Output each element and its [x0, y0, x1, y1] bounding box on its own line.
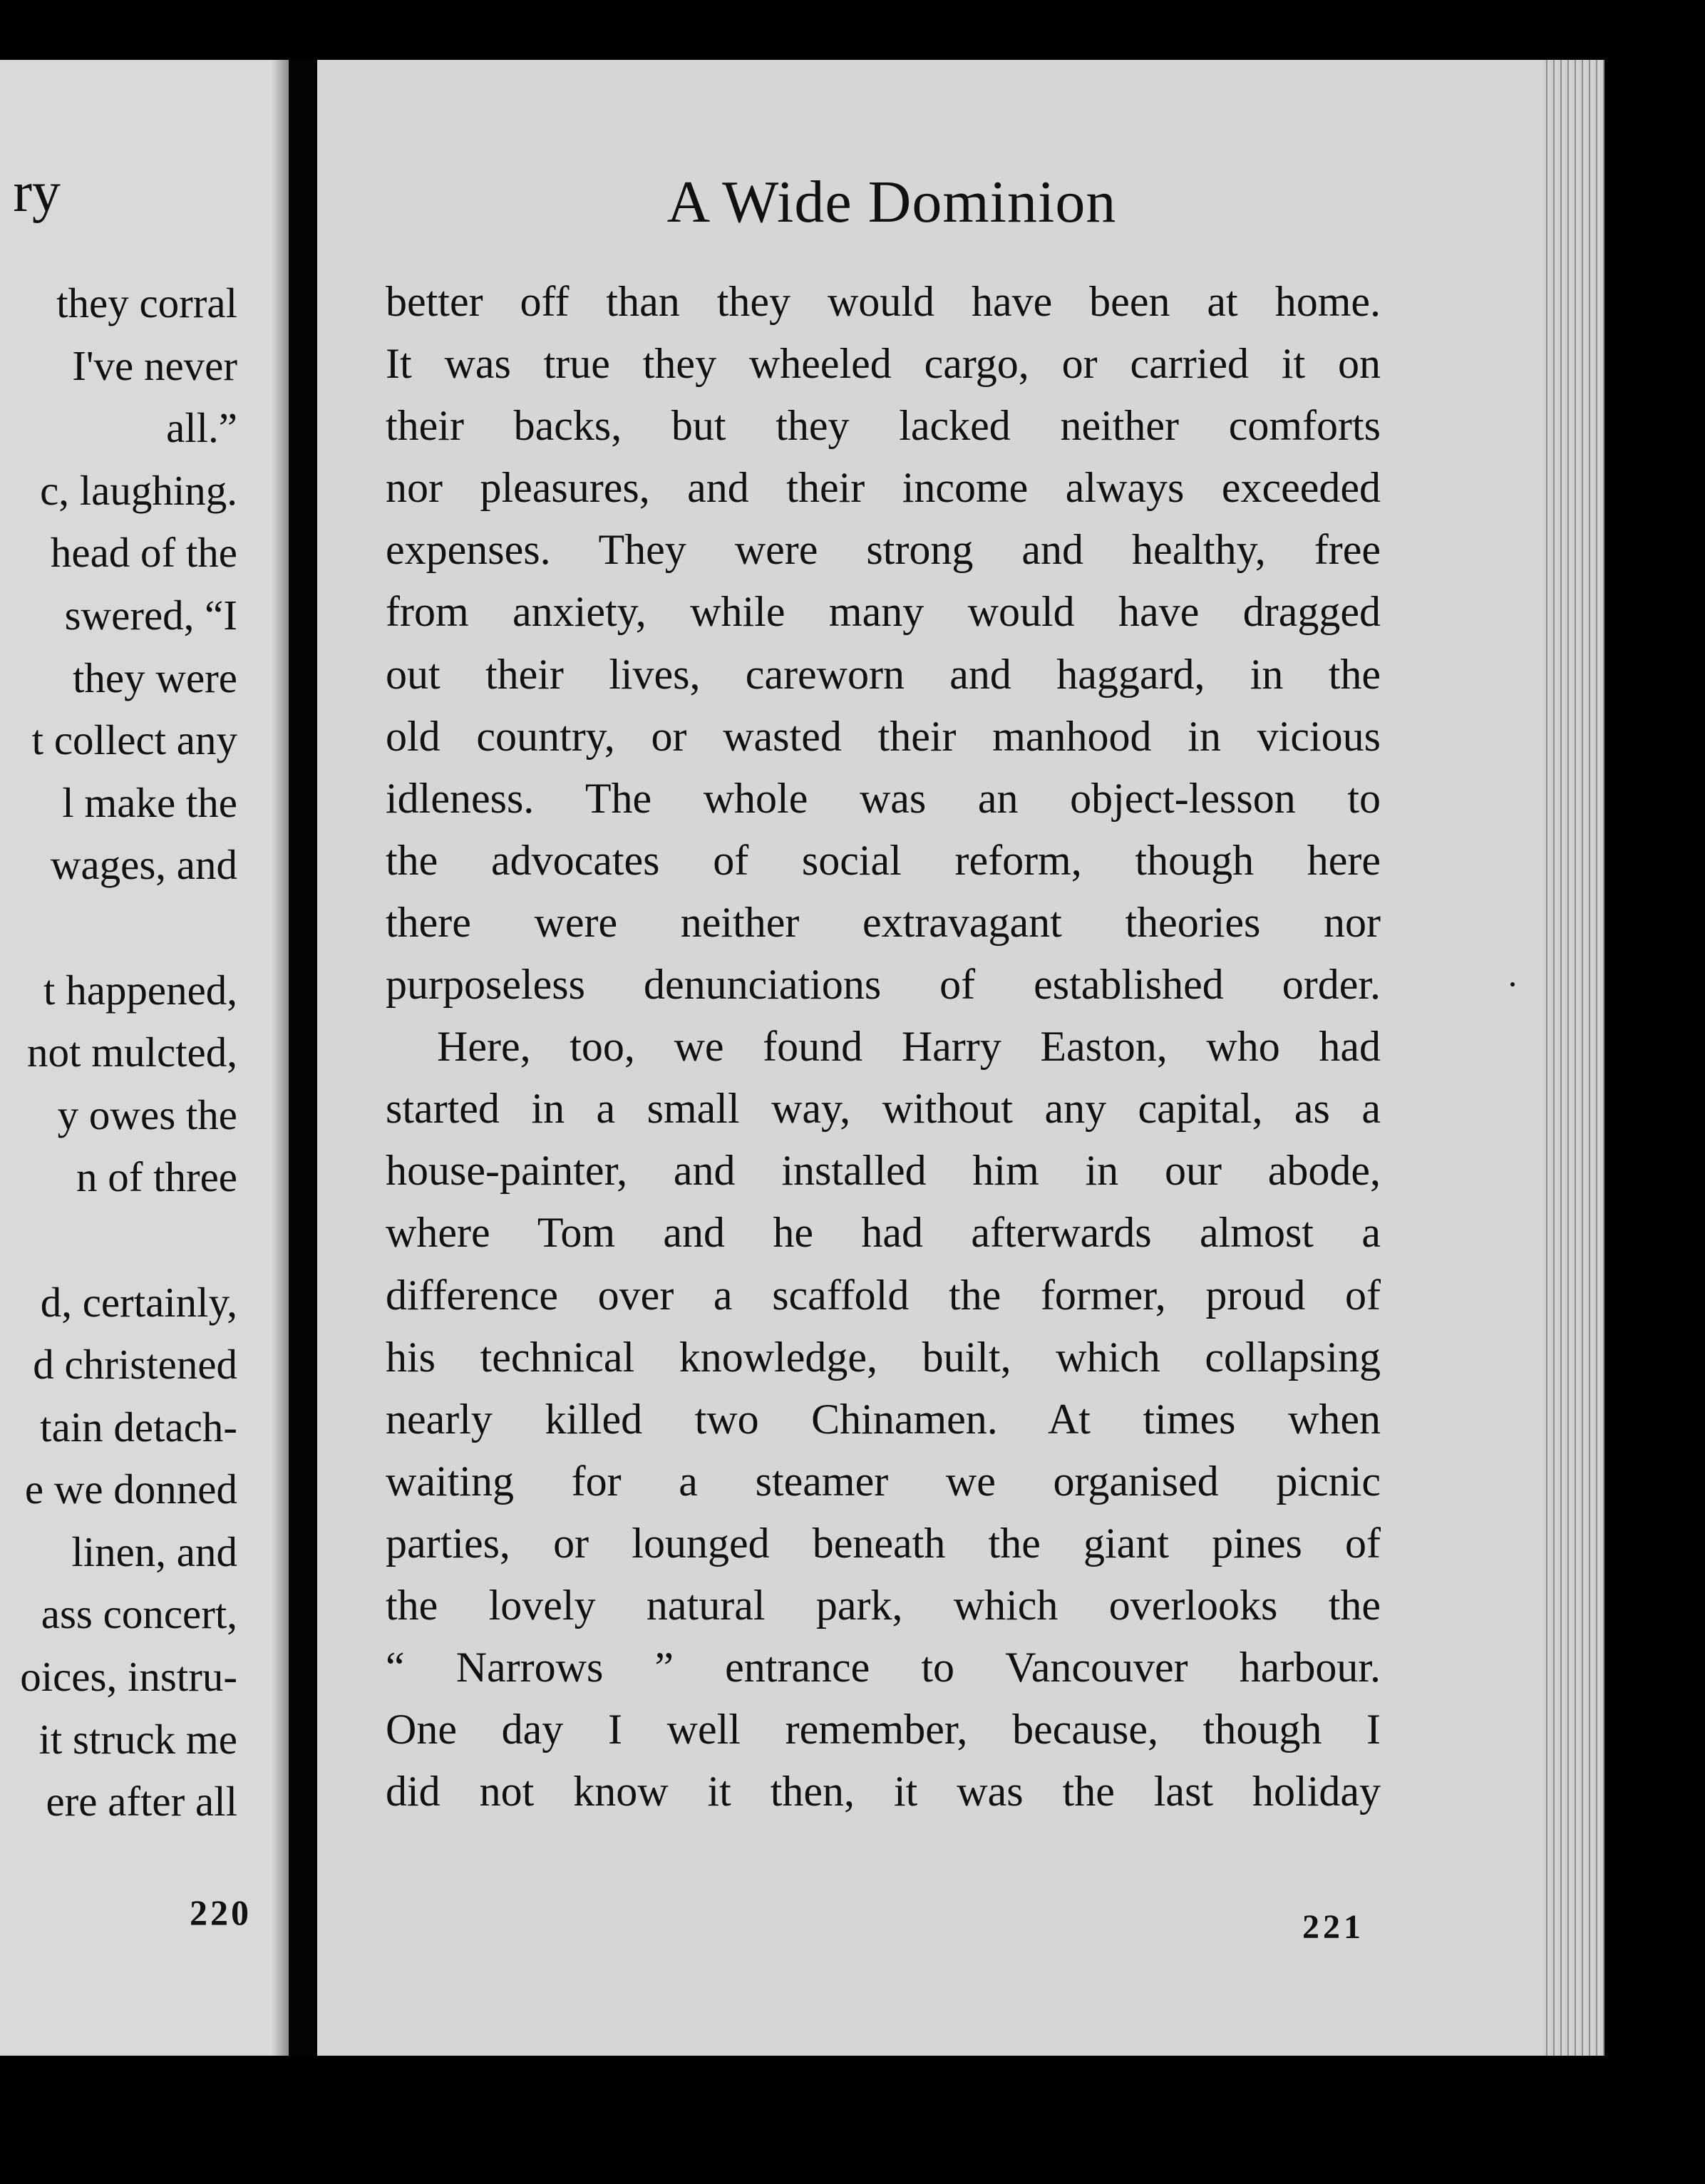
text-line: waiting for a steamer we organised picnic — [386, 1457, 1381, 1505]
text-line: the advocates of social reform, though here — [386, 836, 1381, 884]
left-text-line: c, laughing. — [40, 466, 237, 514]
left-text-line: they were — [73, 654, 237, 701]
ink-speck — [1510, 982, 1515, 987]
left-text-line: d christened — [33, 1341, 237, 1389]
text-line: Here, too, we found Harry Easton, who had — [437, 1023, 1381, 1071]
page-number: 221 — [1302, 1908, 1364, 1946]
left-text-line: oices, instru- — [20, 1653, 237, 1701]
left-gutter-shadow — [272, 60, 289, 2056]
left-text-line: I've never — [72, 341, 237, 389]
right-page — [317, 60, 1604, 2056]
left-page-text — [0, 272, 237, 1833]
left-text-line: n of three — [76, 1153, 237, 1201]
text-line: the lovely natural park, which overlooks the — [386, 1581, 1381, 1629]
body-text — [386, 271, 1381, 1823]
left-text-line: l make the — [62, 778, 237, 826]
text-line: idleness. The whole was an object-lesson to — [386, 774, 1381, 822]
text-line: nearly killed two Chinamen. At times when — [386, 1395, 1381, 1443]
text-line: nor pleasures, and their income always exceeded — [386, 464, 1381, 512]
text-line: where Tom and he had afterwards almost a — [386, 1209, 1381, 1257]
text-line: It was true they wheeled cargo, or carried it on — [386, 340, 1381, 388]
text-line: out their lives, careworn and haggard, in the — [386, 650, 1381, 698]
left-text-line: t happened, — [43, 966, 237, 1014]
text-line: purposeless denunciations of established order. — [386, 961, 1381, 1009]
text-line: “ Narrows ” entrance to Vancouver harbour. — [386, 1644, 1381, 1691]
left-page — [0, 60, 289, 2056]
left-text-line: they corral — [56, 279, 237, 326]
text-line: difference over a scaffold the former, proud of — [386, 1271, 1381, 1319]
scan-border — [1604, 0, 1705, 2184]
left-text-line: not mulcted, — [27, 1029, 237, 1076]
page-edges — [1543, 60, 1604, 2056]
left-text-line: y owes the — [57, 1091, 237, 1138]
left-text-line — [0, 1209, 237, 1272]
text-line: house-painter, and installed him in our abode, — [386, 1147, 1381, 1195]
left-text-line: it struck me — [38, 1715, 237, 1763]
left-text-line: e we donned — [24, 1466, 237, 1513]
left-text-line — [0, 897, 237, 959]
text-line: parties, or lounged beneath the giant pines of — [386, 1519, 1381, 1567]
text-line: his technical knowledge, built, which collapsing — [386, 1333, 1381, 1381]
left-text-line: head of the — [50, 529, 237, 577]
binding-gutter — [289, 60, 317, 2056]
left-text-line: linen, and — [71, 1528, 237, 1575]
text-line: started in a small way, without any capital, as a — [386, 1085, 1381, 1133]
left-text-line: wages, and — [50, 841, 237, 889]
left-text-line: ass concert, — [41, 1590, 237, 1638]
text-line: One day I well remember, because, though I — [386, 1706, 1381, 1753]
text-line: expenses. They were strong and healthy, free — [386, 526, 1381, 574]
left-text-line: all.” — [166, 404, 237, 452]
text-line: old country, or wasted their manhood in vicious — [386, 712, 1381, 760]
left-text-line: ere after all — [46, 1778, 237, 1825]
left-text-line: t collect any — [31, 716, 237, 764]
running-head: A Wide Dominion — [666, 169, 1117, 235]
text-line: their backs, but they lacked neither comforts — [386, 402, 1381, 450]
text-line: from anxiety, while many would have dragged — [386, 588, 1381, 636]
left-text-line: tain detach- — [40, 1403, 237, 1451]
left-running-head-fragment: ry — [13, 161, 61, 224]
text-line: there were neither extravagant theories nor — [386, 898, 1381, 946]
left-page-number: 220 — [190, 1892, 252, 1932]
text-line: did not know it then, it was the last holiday — [386, 1768, 1381, 1815]
text-line: better off than they would have been at home. — [386, 278, 1381, 325]
left-text-line: swered, “I — [64, 591, 237, 639]
left-text-line: d, certainly, — [40, 1278, 237, 1326]
